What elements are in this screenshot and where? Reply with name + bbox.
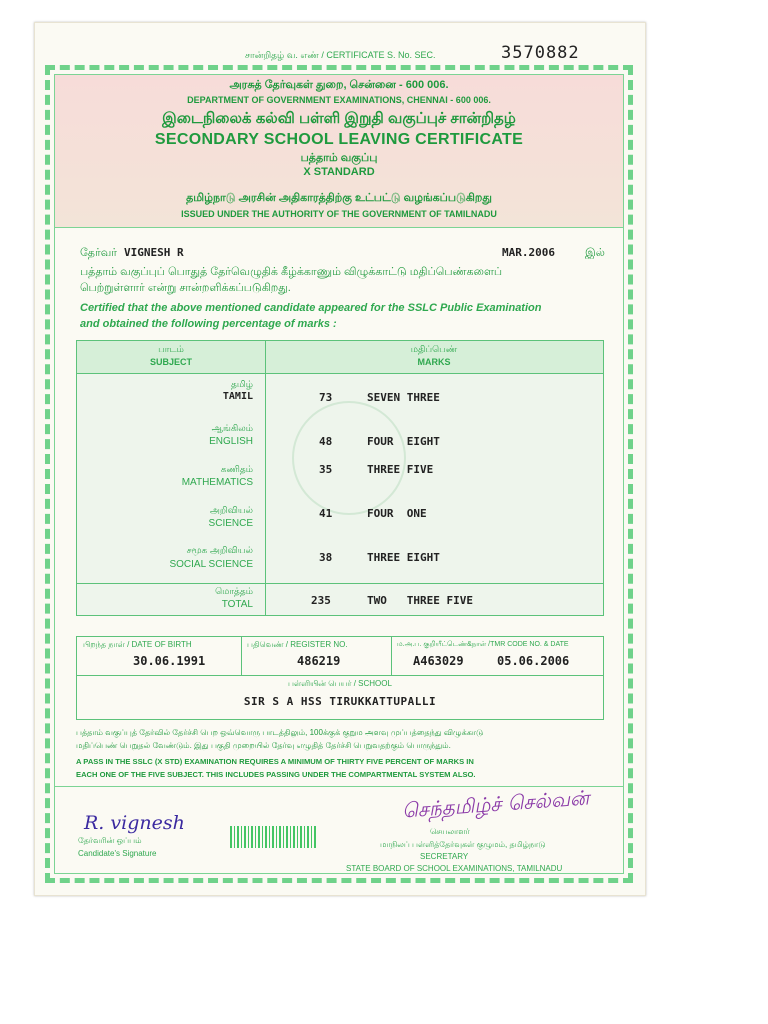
school-label: பள்ளியின் பெயர் / SCHOOL	[288, 679, 392, 688]
marks-table	[76, 340, 604, 616]
pass-note-english-1: A PASS IN THE SSLC (X STD) EXAMINATION REQUIRES A MINIMUM OF THIRTY FIVE PERCENT OF MARKS IN	[76, 757, 474, 766]
certificate-paper	[34, 22, 646, 896]
candidate-signature-label-tamil: தேர்வரின் ஒப்பம்	[78, 836, 142, 845]
footer-divider	[55, 786, 623, 787]
mark-in-words: THREE FIVE	[367, 463, 434, 476]
total-label-english: TOTAL	[221, 599, 253, 610]
marks-header-tamil: மதிப்பெண்	[410, 344, 458, 354]
secretary-signature: செந்தமிழ்ச் செல்வன்	[401, 785, 591, 823]
authority-english: ISSUED UNDER THE AUTHORITY OF THE GOVERNMENT OF TAMILNADU	[181, 209, 497, 219]
candidate-signature-label: Candidate's Signature	[78, 849, 157, 858]
pass-note-english-2: EACH ONE OF THE FIVE SUBJECT. THIS INCLUDES PASSING UNDER THE COMPARTMENTAL SYSTEM ALSO.	[76, 770, 476, 779]
subject-english: SCIENCE	[208, 518, 253, 529]
marks-header-english: MARKS	[417, 357, 451, 367]
cert-statement-tamil-1: பத்தாம் வகுப்புப் பொதுத் தேர்வெழுதிக் கீழ்க்காணும் விழுக்காட்டு மதிப்பெண்களைப்	[80, 266, 503, 278]
subject-tamil: தமிழ்	[231, 379, 253, 389]
mark-value: 38	[319, 551, 333, 564]
dept-tamil: அரசுத் தேர்வுகள் துறை, சென்னை - 600 006.	[229, 79, 449, 91]
certificate-header	[55, 75, 623, 228]
column-divider	[265, 341, 266, 615]
total-marks: 235	[311, 594, 331, 607]
tmr-date: 05.06.2006	[497, 654, 570, 668]
subject-english: SOCIAL SCIENCE	[169, 559, 253, 570]
cert-statement-tamil-2: பெற்றுள்ளார் என்று சான்றளிக்கப்படுகிறது.	[80, 282, 291, 294]
barcode	[230, 826, 318, 848]
title-tamil: இடைநிலைக் கல்வி பள்ளி இறுதி வகுப்புச் சான்றிதழ்	[162, 110, 516, 127]
info-divider	[391, 637, 392, 675]
subject-tamil: சமூக அறிவியல்	[186, 545, 253, 555]
exam-suffix: இல்	[585, 247, 605, 259]
date-of-birth: 30.06.1991	[133, 654, 206, 668]
mark-in-words: FOUR ONE	[367, 507, 427, 520]
register-label: பதிவெண் / REGISTER NO.	[247, 640, 348, 649]
candidate-name: VIGNESH R	[124, 246, 184, 259]
mark-value: 41	[319, 507, 333, 520]
cert-statement-english-1: Certified that the above mentioned candidate appeared for the SSLC Public Examination	[80, 302, 542, 314]
candidate-info-table	[76, 636, 604, 720]
standard-tamil: பத்தாம் வகுப்பு	[300, 152, 378, 164]
mark-in-words: THREE EIGHT	[367, 551, 440, 564]
subject-header-tamil: பாடம்	[158, 344, 184, 354]
subject-tamil: கணிதம்	[220, 464, 253, 474]
dob-label: பிறந்த நாள் / DATE OF BIRTH	[83, 640, 192, 649]
mark-in-words: FOUR EIGHT	[367, 435, 440, 448]
authority-tamil: தமிழ்நாடு அரசின் அதிகாரத்திற்கு உட்பட்டு வழங்கப்படுகிறது	[186, 192, 492, 204]
marks-table-header	[77, 341, 603, 374]
dept-english: DEPARTMENT OF GOVERNMENT EXAMINATIONS, CHENNAI - 600 006.	[187, 95, 491, 105]
subject-english: MATHEMATICS	[181, 477, 253, 488]
exam-date: MAR.2006	[502, 246, 555, 259]
mark-value: 48	[319, 435, 333, 448]
register-number: 486219	[297, 654, 341, 668]
subject-english: TAMIL	[222, 391, 253, 402]
certificate-frame	[45, 65, 633, 883]
candidate-signature: R. vignesh	[84, 812, 185, 834]
standard-english: X STANDARD	[303, 166, 375, 178]
secretary-label-tamil: செயலாளர்	[430, 827, 470, 836]
total-label-tamil: மொத்தம்	[215, 586, 253, 596]
subject-english: ENGLISH	[209, 436, 253, 447]
info-divider	[241, 637, 242, 675]
tmr-label: ம.அ.ப. குறியீட்டெண்&நாள் /TMR CODE NO. & DATE	[397, 641, 569, 648]
serial-number: 3570882	[501, 43, 580, 63]
mark-value: 73	[319, 391, 333, 404]
school-name: SIR S A HSS TIRUKKATTUPALLI	[243, 695, 437, 708]
mark-value: 35	[319, 463, 333, 476]
total-divider	[77, 583, 603, 584]
board-name: STATE BOARD OF SCHOOL EXAMINATIONS, TAMILNADU	[346, 864, 563, 873]
serial-label: சான்றிதழ் வ. எண் / CERTIFICATE S. No. SEC.	[245, 50, 436, 60]
pass-note-tamil-1: பத்தாம் வகுப்புத் தேர்வில் தேர்ச்சி பெற ஒவ்வொரு பாடத்திலும், 100க்குக் குறும அளவு முப்பத்தைந்து விழுக்காடு	[76, 728, 484, 737]
government-seal-watermark	[292, 401, 406, 515]
tmr-code: A463029	[413, 654, 464, 668]
candidate-label: தேர்வர்	[80, 247, 117, 259]
board-name-tamil: மாநிலப் பள்ளித்தேர்வுகள் குழுமம், தமிழ்நாடு	[380, 840, 546, 849]
candidate-row	[80, 246, 620, 262]
total-in-words: TWO THREE FIVE	[367, 594, 473, 607]
subject-header-english: SUBJECT	[149, 357, 192, 367]
secretary-label: SECRETARY	[420, 852, 469, 861]
cert-statement-english-2: and obtained the following percentage of marks :	[80, 318, 337, 330]
info-row	[77, 637, 603, 676]
serial-row	[35, 45, 645, 67]
title-english: SECONDARY SCHOOL LEAVING CERTIFICATE	[154, 131, 524, 148]
subject-tamil: ஆங்கிலம்	[211, 423, 253, 433]
subject-tamil: அறிவியல்	[209, 505, 253, 515]
mark-in-words: SEVEN THREE	[367, 391, 440, 404]
pass-note-tamil-2: மதிப்பெண் பெறுதல் வேண்டும். இது பகுதி முறையில் தேர்வு எழுதித் தேர்ச்சி பெறுவதற்கும் பொருந்தும்.	[76, 741, 451, 750]
